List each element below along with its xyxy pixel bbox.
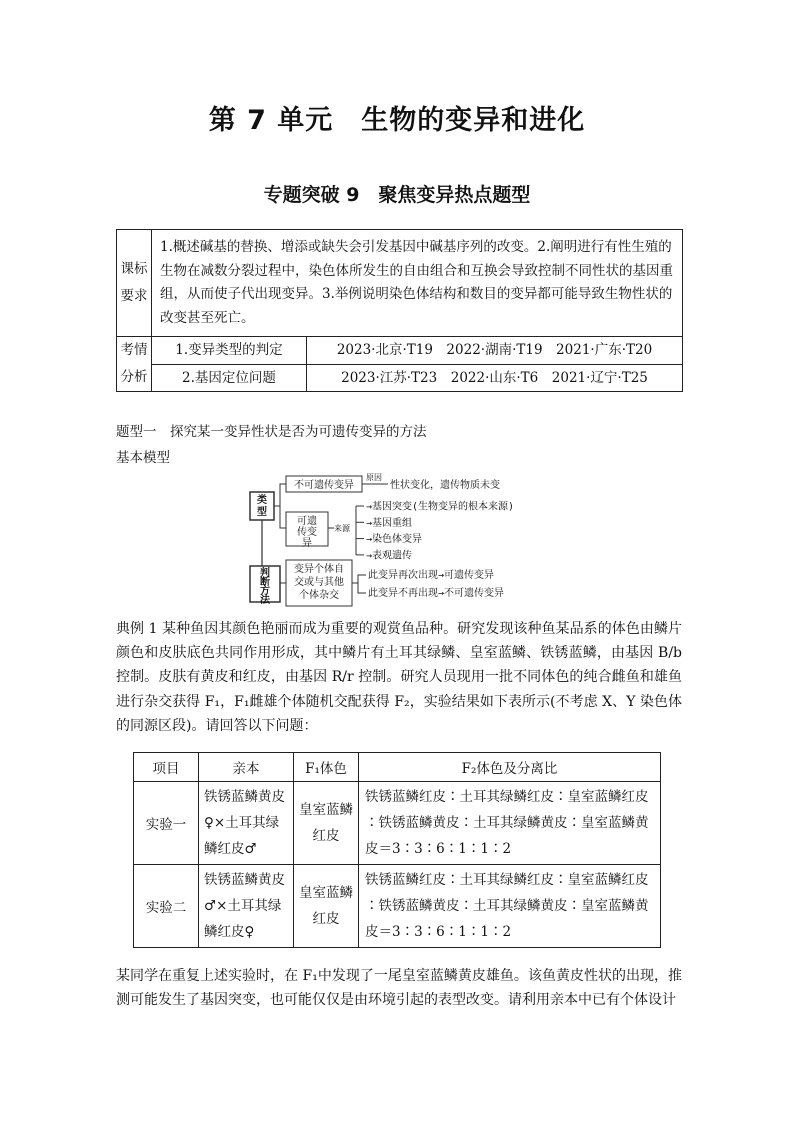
exam-topic: 1.变异类型的判定 <box>152 337 307 365</box>
non-heritable-label: 不可遗传变异 <box>294 480 354 491</box>
column-header: F₁体色 <box>294 753 359 782</box>
question-type-heading: 题型一 探究某一变异性状是否为可遗传变异的方法 <box>116 424 427 440</box>
f1-cell: 皇室蓝鳞红皮 <box>294 782 359 865</box>
type-box-label: 类型 <box>257 495 267 518</box>
connector-line <box>358 583 366 593</box>
exam-refs: 2023·江苏·T23 2022·山东·T6 2021·辽宁·T25 <box>307 364 683 392</box>
f2-cell: 铁锈蓝鳞红皮∶土耳其绿鳞红皮∶皇室蓝鳞红皮∶铁锈蓝鳞黄皮∶土耳其绿鳞黄皮∶皇室蓝鳞黄皮＝3∶3∶6∶1∶1∶2 <box>359 865 661 948</box>
connector-line <box>274 484 286 506</box>
outcome-heritable: 此变异再次出现→可遗传变异 <box>368 570 495 581</box>
table-row <box>134 782 661 865</box>
experiment-table <box>133 752 661 948</box>
column-header: F₂体色及分离比 <box>359 753 661 782</box>
connector-line <box>352 575 366 583</box>
parents-cell: 铁锈蓝鳞黄皮♀×土耳其绿鳞红皮♂ <box>199 782 294 865</box>
heritable-label: 可遗传变异 <box>297 516 317 549</box>
table-header-row <box>134 753 661 782</box>
table-row <box>134 865 661 948</box>
requirements-text: 1.概述碱基的替换、增添或缺失会引发基因中碱基序列的改变。2.阐明进行有性生殖的生物在减数分裂过程中，染色体所发生的自由组合和互换会导致控制不同性状的基因重组，从而使子代出现变异。3.举例说明染色体结构和数目的变异都可能导致生物性状的改变甚至死亡。 <box>152 230 683 337</box>
item-cell: 实验一 <box>134 782 199 865</box>
source-item: →染色体变异 <box>366 534 423 546</box>
outcome-non-heritable: 此变异不再出现→不可遗传变异 <box>368 588 505 599</box>
column-header: 亲本 <box>199 753 294 782</box>
column-header: 项目 <box>134 753 199 782</box>
variation-concept-diagram <box>246 462 556 608</box>
topic-title: 专题突破 9 聚焦变异热点题型 <box>263 184 531 206</box>
source-label: 来源 <box>334 524 350 533</box>
f1-cell: 皇室蓝鳞红皮 <box>294 865 359 948</box>
basic-model-heading: 基本模型 <box>116 450 170 466</box>
source-item: →基因重组 <box>366 517 413 529</box>
source-item: →表观遗传 <box>366 550 413 562</box>
requirements-label: 课标 要求 <box>117 230 152 337</box>
exam-refs: 2023·北京·T19 2022·湖南·T19 2021·广东·T20 <box>307 337 683 365</box>
judge-box-label: 判断方法 <box>260 568 270 606</box>
requirements-table <box>116 229 683 392</box>
example-question-text: 典例 1 某种鱼因其颜色艳丽而成为重要的观赏鱼品种。研究发现该种鱼某品系的体色由鳞片颜色和皮肤底色共同作用形成，其中鳞片有土耳其绿鳞、皇室蓝鳞、铁锈蓝鳞，由基因 B/b 控制。皮肤有黄皮和红皮，由基因 R/r 控制。研究人员现用一批不同体色的纯合雌鱼和雄鱼进行杂交获得 F₁，F₁雌雄个体随机交配获得 F₂，实验结果如下表所示(不考虑 X、Y 染色体的同源区段)。请回答以下问题： <box>116 621 682 734</box>
reason-text: 性状变化，遗传物质未变 <box>390 480 500 491</box>
exam-topic: 2.基因定位问题 <box>152 364 307 392</box>
source-item: →基因突变(生物变异的根本来源) <box>366 501 515 513</box>
item-cell: 实验二 <box>134 865 199 948</box>
parents-cell: 铁锈蓝鳞黄皮♂×土耳其绿鳞红皮♀ <box>199 865 294 948</box>
source-branches <box>356 500 514 562</box>
unit-title: 第 7 单元 生物的变异和进化 <box>208 105 586 136</box>
reason-label: 原因 <box>366 473 382 482</box>
method-label: 变异个体自交或与其他个体杂交 <box>294 564 344 601</box>
exam-analysis-label: 考情 分析 <box>117 337 152 392</box>
f2-cell: 铁锈蓝鳞红皮∶土耳其绿鳞红皮∶皇室蓝鳞红皮∶铁锈蓝鳞黄皮∶土耳其绿鳞黄皮∶皇室蓝鳞黄皮＝3∶3∶6∶1∶1∶2 <box>359 782 661 865</box>
followup-text: 某同学在重复上述实验时，在 F₁中发现了一尾皇室蓝鳞黄皮雄鱼。该鱼黄皮性状的出现，推测可能发生了基因突变，也可能仅仅是由环境引起的表型改变。请利用亲本中已有个体设计 <box>116 968 682 1009</box>
connector-line <box>280 506 286 528</box>
